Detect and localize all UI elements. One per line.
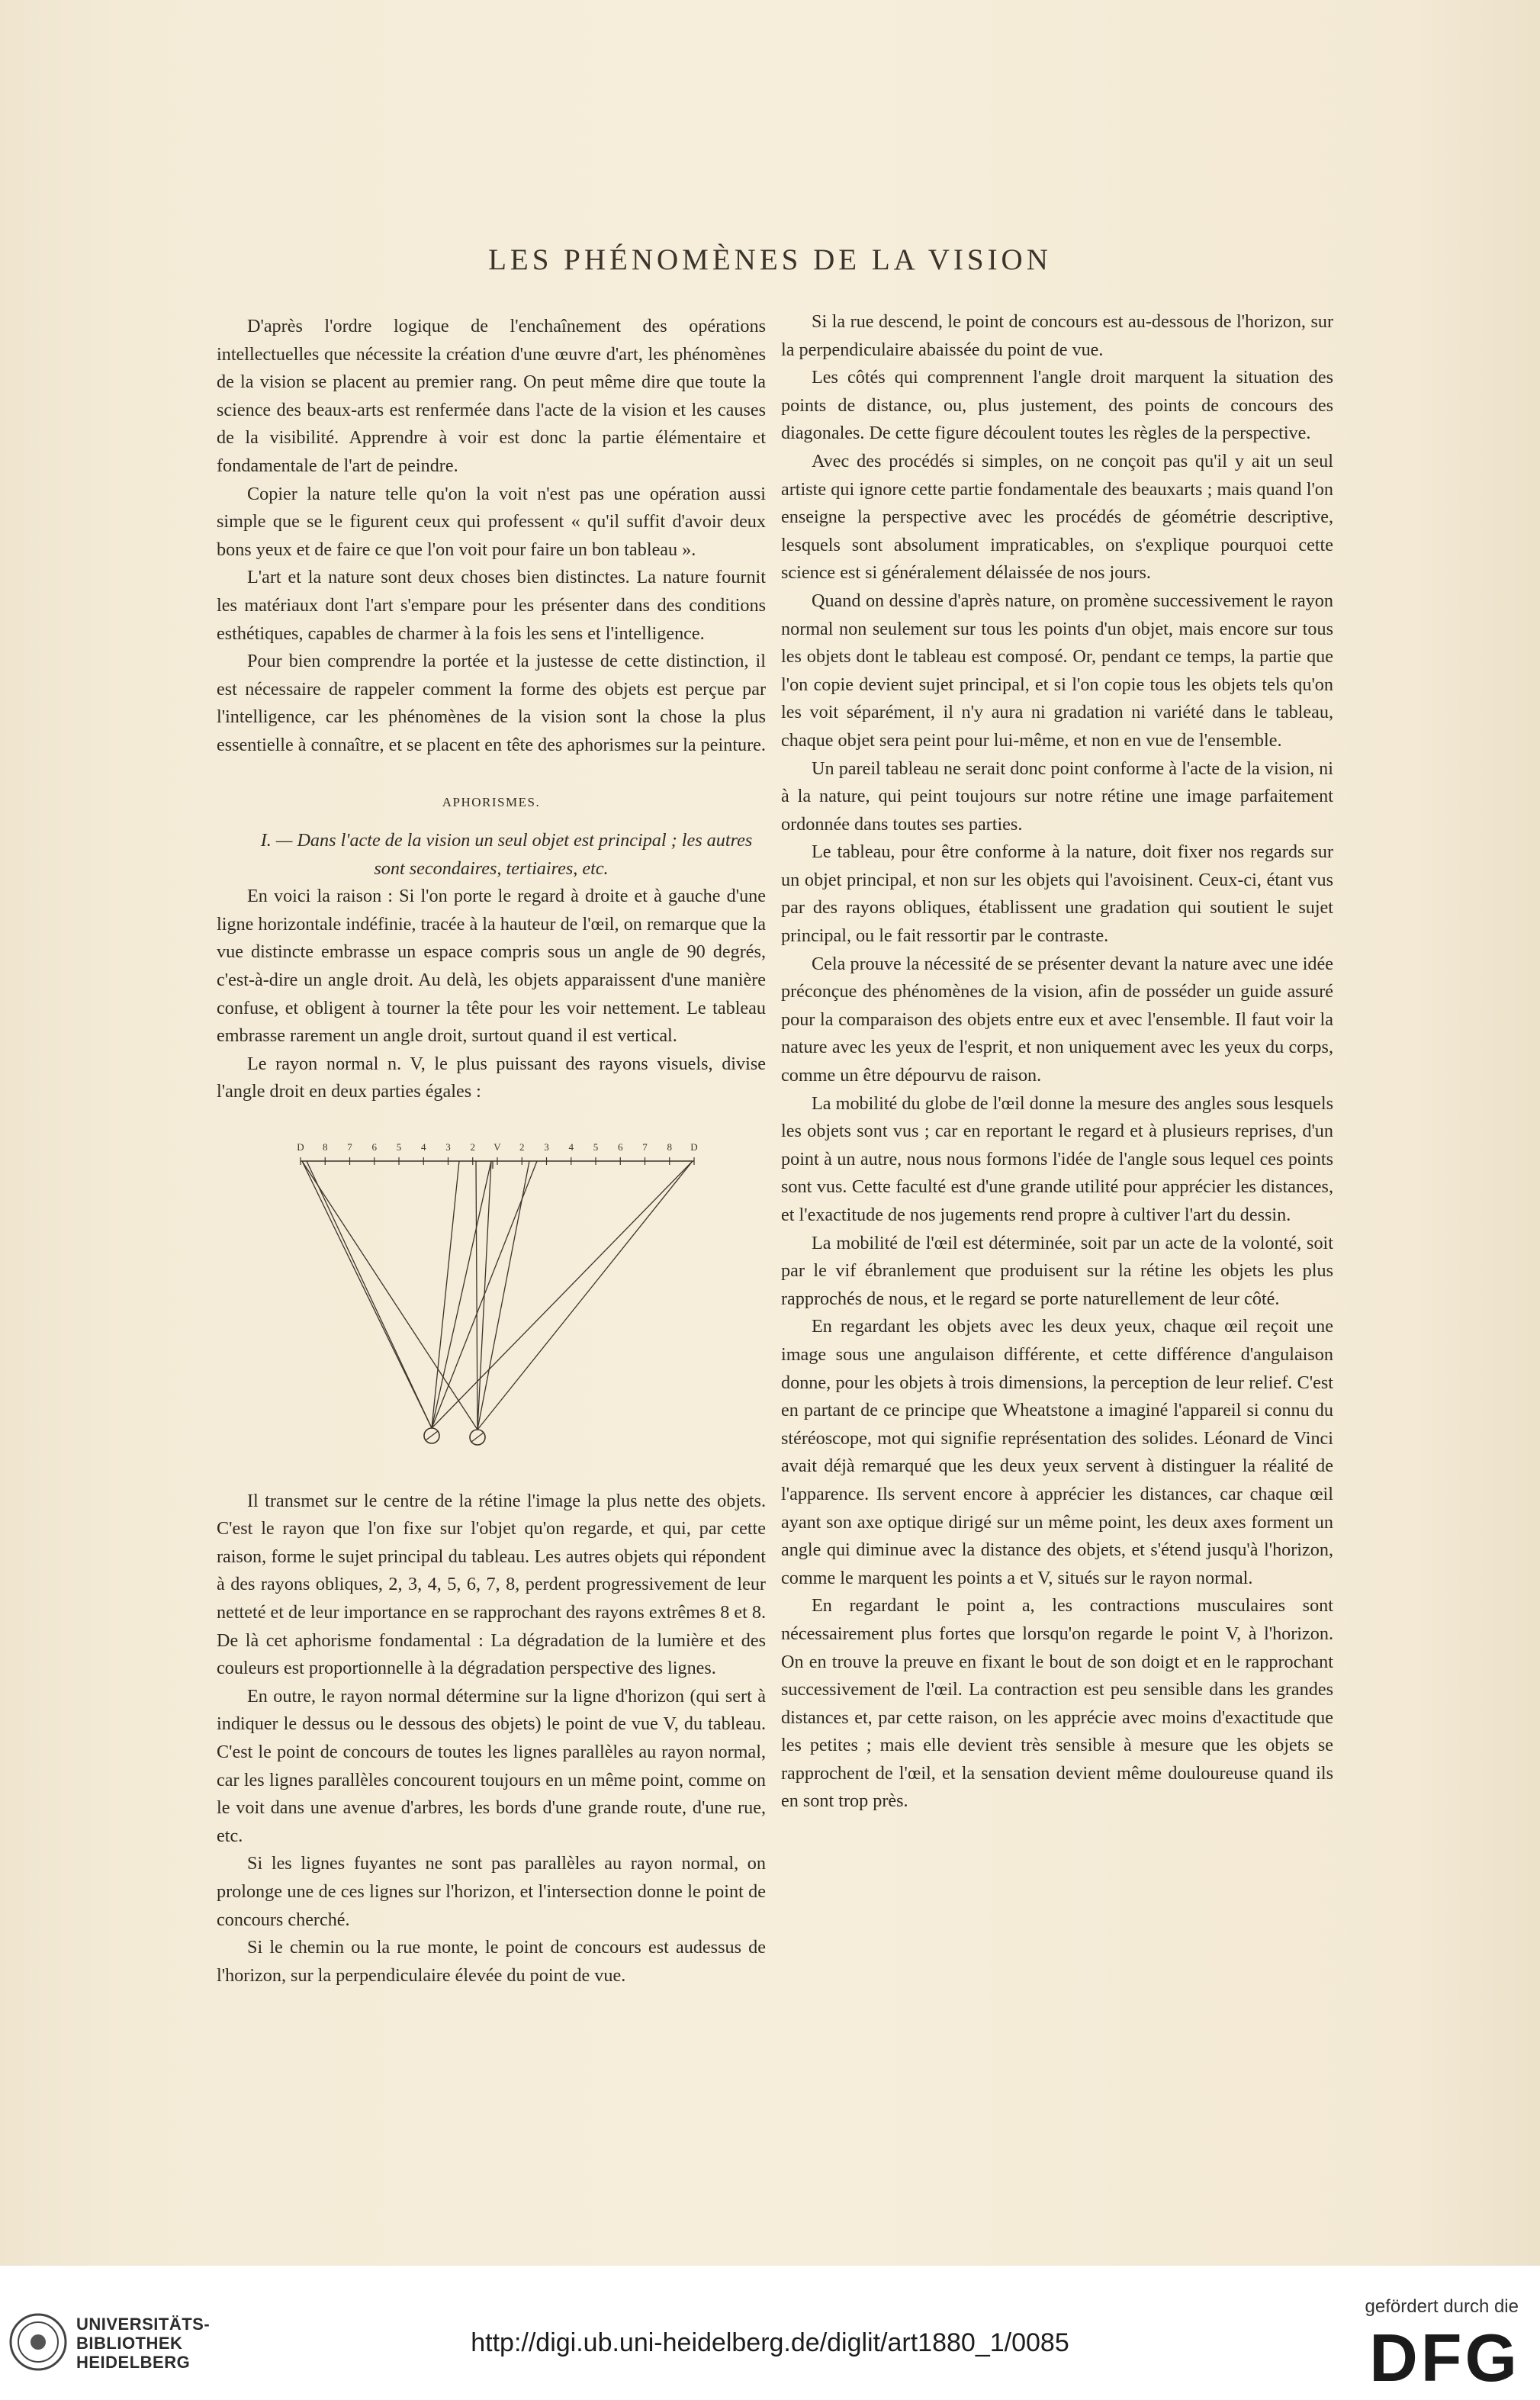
diagram-label: D xyxy=(297,1141,304,1153)
diagram-label: 8 xyxy=(323,1141,328,1153)
diagram-label: 2 xyxy=(470,1141,475,1153)
left-eye xyxy=(424,1428,439,1443)
paragraph: Un pareil tableau ne serait donc point conforme à l'acte de la vision, ni à la nature, qui peint toujours sur notre rétine une image parfaitement ordonnée dans toutes ses parties. xyxy=(781,758,1333,835)
university-line: BIBLIOTHEK xyxy=(76,2334,183,2353)
paragraph: Pour bien comprendre la portée et la justesse de cette distinction, il est nécessaire de rappeler comment la forme des objets est perçue par l'intelligence, car les phénomènes de la vision sont la chose la plus essentielle à connaître, et se placent en tête des aphorismes sur la peinture. xyxy=(217,651,766,755)
diagram-label: 3 xyxy=(544,1141,549,1153)
source-url-link[interactable]: http://digi.ub.uni-heidelberg.de/diglit/art1880_1/0085 xyxy=(471,2328,1069,2357)
paragraph: Si les lignes fuyantes ne sont pas parallèles au rayon normal, on prolonge une de ces lignes sur l'horizon, et l'intersection donne le point de concours cherché. xyxy=(217,1853,766,1930)
diagram-label: 6 xyxy=(618,1141,623,1153)
paragraph: L'art et la nature sont deux choses bien distinctes. La nature fournit les matériaux dont l'art s'empare pour les présenter dans des conditions esthétiques, capables de charmer à la fois les sens et l'intelligence. xyxy=(217,567,766,644)
page-title: LES PHÉNOMÈNES DE LA VISION xyxy=(488,243,1052,276)
funded-by-text: gefördert durch die xyxy=(1365,2296,1519,2317)
diagram-label: 7 xyxy=(642,1141,648,1153)
dfg-logo: DFG xyxy=(1369,2320,1520,2395)
paragraph: En regardant les objets avec les deux yeux, chaque œil reçoit une image sous une angulaison différente, et cette différence d'angulaison donne, pour les objets à trois dimensions, la perception de leur relief. C'est en partant de ce principe que Wheatstone a imaginé l'appareil si connu du stéréoscope, mot qui signifie représentation des solides. Léonard de Vinci avait déjà remarqué que les deux yeux servent à distinguer la réalité de l'apparence. Ils servent encore à apprécier les distances, car chaque œil ayant son axe optique dirigé sur un même point, les deux axes forment un angle qui diminue avec la distance des objets, et s'étend jusqu'à l'horizon, comme le marquent les points a et V, situés sur le rayon normal. xyxy=(781,1316,1333,1588)
paragraph: Le tableau, pour être conforme à la nature, doit fixer nos regards sur un objet principal, et non sur les objets qui l'avoisinent. Ceux-ci, étant vus par des rayons obliques, établissent une gradation qui soutient le sujet principal, ou le fait ressortir par le contraste. xyxy=(781,841,1333,947)
ray-right-outer xyxy=(432,1161,693,1428)
ray-oblique xyxy=(432,1161,459,1428)
paragraph: D'après l'ordre logique de l'enchaînement des opérations intellectuelles que nécessite la création d'une œuvre d'art, les phénomènes de la vision se placent au premier rang. On peut même dire que toute la science des beaux-arts est renfermée dans l'acte de la vision et les causes de la visibilité. Apprendre à voir est donc la partie élémentaire et fondamentale de l'art de peindre. xyxy=(217,316,766,476)
aphorism-heading: I. — Dans l'acte de la vision un seul objet est principal ; les autres sont secondaires, tertiaires, etc. xyxy=(260,830,753,879)
ray-oblique xyxy=(432,1161,537,1428)
right-column xyxy=(781,308,1333,1816)
paragraph: Avec des procédés si simples, on ne conçoit pas qu'il y ait un seul artiste qui ignore cette partie fondamentale des beauxarts ; mais quand l'on enseigne la perspective avec les procédés de géométrie descriptive, lesquels sont absolument impraticables, on s'explique pourquoi cette science est si généralement délaissée de nos jours. xyxy=(781,450,1333,584)
diagram-label: 5 xyxy=(593,1141,599,1153)
diagram-label: 7 xyxy=(347,1141,352,1153)
paragraph: Copier la nature telle qu'on la voit n'est pas une opération aussi simple que se le figurent ceux qui professent « qu'il suffit d'avoir deux bons yeux et de faire ce que l'on voit pour faire un bon tableau ». xyxy=(217,483,766,560)
diagram-label: D xyxy=(690,1141,698,1153)
ray-oblique xyxy=(476,1161,477,1430)
ray-right-extreme xyxy=(477,1161,693,1430)
paragraph: Quand on dessine d'après nature, on promène successivement le rayon normal non seulement sur tous les points d'un objet, mais encore sur tous les objets dont le tableau est composé. Or, pendant ce temps, la partie que l'on copie devient sujet principal, et si l'on copie tous les objets tels qu'on les voit séparément, il n'y aura ni gradation ni variété dans le tableau, chaque objet sera peint pour lui-même, et non en vue de l'ensemble. xyxy=(781,590,1333,751)
paragraph: Cela prouve la nécessité de se présenter devant la nature avec une idée préconçue des phénomènes de la vision, afin de posséder un guide assuré pour la comparaison des objets entre eux et avec l'ensemble. Il faut voir la nature avec les yeux de l'esprit, et non uniquement avec les yeux du corps, comme un être dépourvu de raison. xyxy=(781,953,1333,1086)
normal-ray-left-eye xyxy=(432,1161,491,1428)
diagram-label: 8 xyxy=(667,1141,672,1153)
section-heading: APHORISMES. xyxy=(442,794,541,809)
paragraph: Les côtés qui comprennent l'angle droit marquent la situation des points de distance, ou, plus justement, des points de concours des diagonales. De cette figure découlent toutes les règles de la perspective. xyxy=(781,367,1333,444)
paragraph: La mobilité du globe de l'œil donne la mesure des angles sous lesquels les objets sont vus ; car en reportant le regard et à plusieurs reprises, d'un point à un autre, nous nous formons l'idée de l'angle sous lequel ces points sont vus. Cette faculté est d'une grande utilité pour apprécier les distances, et l'exactitude de nos jugements rend propre à cultiver l'art du dessin. xyxy=(781,1092,1333,1225)
paragraph: Si la rue descend, le point de concours est au-dessous de l'horizon, sur la perpendiculaire abaissée du point de vue. xyxy=(781,311,1333,360)
paragraph: Le rayon normal n. V, le plus puissant des rayons visuels, divise l'angle droit en deux parties égales : xyxy=(217,1053,766,1102)
university-line: HEIDELBERG xyxy=(76,2353,191,2372)
paragraph: En voici la raison : Si l'on porte le regard à droite et à gauche d'une ligne horizontale indéfinie, tracée à la hauteur de l'œil, on remarque que la vue distincte embrasse un espace compris sous un angle de 90 degrés, c'est-à-dire un angle droit. Au delà, les objets apparaissent d'une manière confuse, et obligent à tourner la tête pour les voir nettement. Le tableau embrasse rarement un angle droit, surtout quand il est vertical. xyxy=(217,886,766,1047)
diagram-label: V xyxy=(494,1141,501,1153)
diagram-label: 4 xyxy=(421,1141,426,1153)
paragraph: Il transmet sur le centre de la rétine l'image la plus nette des objets. C'est le rayon que l'on fixe sur l'objet qu'on regarde, et qui, par cette raison, forme le sujet principal du tableau. Les autres objets qui répondent à des rayons obliques, 2, 3, 4, 5, 6, 7, 8, perdent progressivement de leur netteté et de leur importance en se rapprochant des rayons extrêmes 8 et 8. De là cet aphorisme fondamental : La dégradation de la lumière et des couleurs est proportionnelle à la dégradation perspective des lignes. xyxy=(217,1490,766,1679)
paragraph: La mobilité de l'œil est déterminée, soit par un acte de la volonté, soit par le vif ébranlement que produisent sur la rétine les objets les plus rapprochés de nous, et le regard se porte naturellement de leur côté. xyxy=(781,1232,1333,1309)
diagram-label: 3 xyxy=(445,1141,451,1153)
visual-rays xyxy=(302,1161,693,1430)
university-line: UNIVERSITÄTS- xyxy=(76,2315,211,2334)
paragraph: Si le chemin ou la rue monte, le point de concours est audessus de l'horizon, sur la perpendiculaire élevée du point de vue. xyxy=(217,1937,766,1986)
diagram-label: 5 xyxy=(396,1141,402,1153)
ray-left-extreme xyxy=(302,1161,432,1428)
diagram-label: 2 xyxy=(519,1141,525,1153)
paragraph: En regardant le point a, les contractions musculaires sont nécessairement plus fortes que lorsqu'on regarde le point V, à l'horizon. On en trouve la preuve en fixant le bout de son doigt et en le rapprochant successivement de l'œil. La contraction est peu sensible dans les grandes distances et, par cette raison, on les apprécie avec moins d'exactitude que les petites ; mais elle devient très sensible à mesure que les objets se rapprochent de l'œil, et la sensation devient même douloureuse quand ils en sont trop près. xyxy=(781,1595,1333,1812)
left-column xyxy=(217,313,766,1990)
ray-oblique xyxy=(307,1161,432,1428)
diagram-label: 4 xyxy=(568,1141,574,1153)
vision-angle-diagram xyxy=(217,1121,766,1472)
paragraph: En outre, le rayon normal détermine sur la ligne d'horizon (qui sert à indiquer le dessus ou le dessous des objets) le point de vue V, du tableau. C'est le point de concours de toutes les lignes parallèles au rayon normal, car les lignes parallèles concourent toujours en un même point, comme on le voit dans une avenue d'arbres, les bords d'une grande route, d'une rue, etc. xyxy=(217,1685,766,1846)
right-eye xyxy=(470,1430,485,1445)
ray-left-outer xyxy=(302,1161,477,1430)
diagram-label: 6 xyxy=(371,1141,377,1153)
